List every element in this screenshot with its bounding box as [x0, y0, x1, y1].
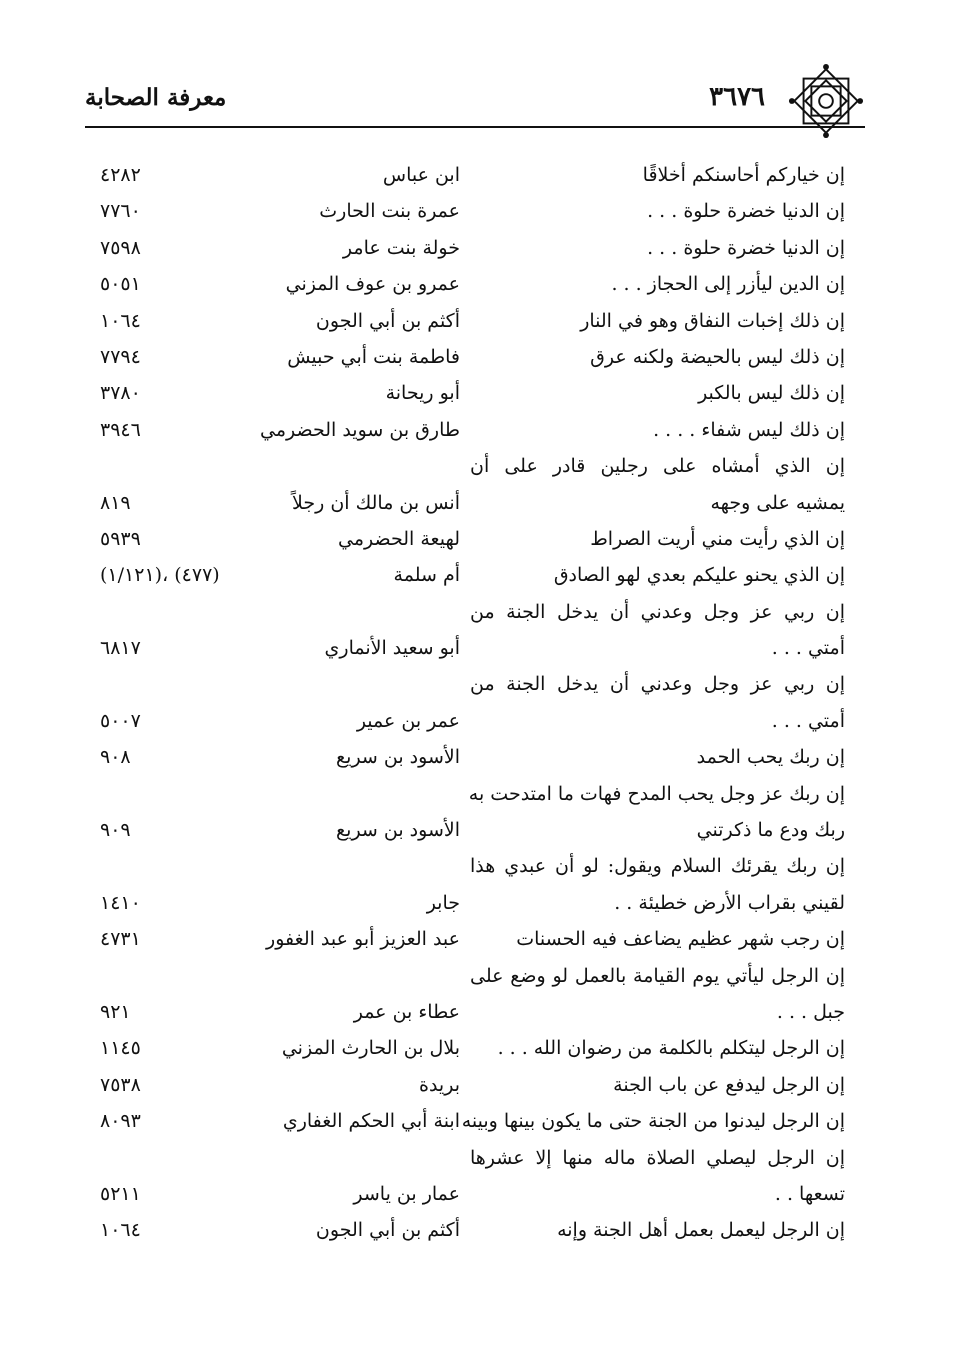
narrator-name: الأسود بن سريع: [336, 819, 460, 842]
reference-number: ٧٥٣٨: [100, 1073, 141, 1096]
reference-number: ٩٢١: [100, 1000, 131, 1023]
index-row: [90, 157, 845, 193]
hadith-phrase: جبل . . .: [776, 1000, 845, 1023]
hadith-phrase: إن الدين ليأزر إلى الحجاز . . .: [611, 273, 845, 296]
narrator-name: بلال بن الحارث المزني: [281, 1037, 460, 1060]
index-row: [90, 303, 845, 339]
reference-number: ٤٧٣١: [100, 928, 141, 951]
reference-number: ٣٩٤٦: [100, 418, 141, 441]
hadith-phrase: إن الرجل ليصلي الصلاة ماله منها إلا عشرها: [470, 1146, 845, 1169]
narrator-name: ابنة أبي الحكم الغفاري: [282, 1110, 460, 1133]
index-row: [90, 994, 845, 1030]
narrator-name: أبو ريحانة: [385, 382, 460, 405]
hadith-phrase: إن ربك عز وجل يحب المدح فهات ما امتدحت به: [468, 782, 845, 805]
index-row: [90, 1212, 845, 1248]
narrator-name: فاطمة بنت أبي حبيش: [287, 345, 460, 368]
reference-number: ٧٥٩٨: [100, 236, 141, 259]
hadith-phrase: إن ربي عز وجل وعدني أن يدخل الجنة من: [470, 600, 845, 623]
reference-number: ٥٢١١: [100, 1182, 141, 1205]
reference-number: ٥٠٥١: [100, 273, 141, 296]
narrator-name: الأسود بن سريع: [336, 746, 460, 769]
index-row: [90, 448, 845, 484]
index-row: [90, 339, 845, 375]
narrator-name: خولة بنت عامر: [342, 236, 460, 259]
index-row: [90, 703, 845, 739]
index-row: [90, 193, 845, 229]
index-row: [90, 230, 845, 266]
index-row: [90, 375, 845, 411]
index-row: [90, 812, 845, 848]
hadith-phrase: أمتي . . .: [771, 709, 845, 732]
reference-number: ٩٠٨: [100, 746, 131, 769]
hadith-phrase: إن ربي عز وجل وعدني أن يدخل الجنة من: [470, 673, 845, 696]
hadith-phrase: إن الدنيا خضرة حلوة . . .: [647, 236, 845, 259]
reference-number: ٧٧٦٠: [100, 200, 141, 223]
hadith-phrase: ربك ودع ما ذكرتني: [696, 819, 845, 842]
narrator-name: عمرة بنت الحارث: [319, 200, 460, 223]
narrator-name: عبد العزيز أبو عبد الغفور: [266, 928, 460, 951]
narrator-name: أكثم بن أبي الجون: [315, 1219, 460, 1242]
index-row: [90, 1067, 845, 1103]
hadith-phrase: يمشيه على وجهه: [710, 491, 845, 514]
index-row: [90, 1140, 845, 1176]
page-number: ٣٦٧٦: [709, 82, 765, 112]
narrator-name: ابن عباس: [382, 164, 460, 186]
hadith-phrase: لقيني بقراب الأرض خطيئة . .: [614, 891, 845, 914]
narrator-name: بريدة: [419, 1073, 460, 1096]
hadith-phrase: إن الذي أمشاه على رجلين قادر على أن: [470, 455, 845, 478]
hadith-phrase: إن ربك يقرئك السلام ويقول: لو أن عبدي هذا: [470, 855, 845, 878]
index-row: [90, 1103, 845, 1139]
narrator-name: جابر: [426, 891, 460, 914]
narrator-name: أم سلمة: [393, 564, 460, 587]
narrator-name: لهيعة الحضرمي: [338, 527, 460, 550]
reference-number: ١٤١٠: [100, 891, 141, 914]
index-row: [90, 1176, 845, 1212]
narrator-name: عمار بن ياسر: [353, 1182, 460, 1205]
hadith-phrase: إن ذلك ليس بالحيضة ولكنه عرق: [590, 345, 845, 368]
hadith-phrase: إن ربك يحب الحمد: [696, 746, 845, 769]
narrator-name: عمر بن عمير: [356, 709, 460, 732]
index-row: [90, 848, 845, 884]
index-row: [90, 557, 845, 593]
hadith-phrase: إن الرجل ليتكلم بالكلمة من رضوان الله . . .: [497, 1037, 845, 1060]
hadith-phrase: إن الذي يحنو عليكم بعدي لهو الصادق: [553, 564, 845, 587]
hadith-phrase: إن الدنيا خضرة حلوة . . .: [647, 200, 845, 223]
narrator-name: أبو سعيد الأنماري: [324, 637, 460, 660]
hadith-index-list: [90, 157, 845, 1249]
index-row: [90, 921, 845, 957]
index-row: [90, 266, 845, 302]
reference-number: ٩٠٩: [100, 819, 131, 842]
hadith-phrase: إن الرجل ليدنوا من الجنة حتى ما يكون بينها وبينه: [461, 1110, 845, 1133]
index-row: [90, 776, 845, 812]
narrator-name: عطاء بن عمر: [353, 1000, 460, 1023]
page-header: [85, 78, 865, 128]
index-row: [90, 594, 845, 630]
reference-number: ٦٨١٧: [100, 637, 141, 660]
hadith-phrase: إن ذلك إخبات النفاق وهو في النار: [580, 309, 845, 332]
hadith-phrase: إن الرجل ليعمل بعمل أهل الجنة وإنه: [557, 1219, 845, 1242]
hadith-phrase: إن الرجل ليدفع عن باب الجنة: [613, 1073, 845, 1096]
reference-number: (١/١٢١)، (٤٧٧): [100, 564, 220, 587]
hadith-phrase: إن خياركم أحاسنكم أخلاقًا: [642, 164, 845, 186]
index-row: [90, 521, 845, 557]
ornament-icon: [787, 62, 865, 140]
index-row: [90, 630, 845, 666]
index-row: [90, 885, 845, 921]
narrator-name: طارق بن سويد الحضرمي: [259, 418, 460, 441]
reference-number: ١٠٦٤: [100, 1219, 141, 1242]
hadith-phrase: إن رجب شهر عظيم يضاعف فيه الحسنات: [516, 928, 845, 951]
hadith-phrase: إن ذلك ليس شفاء . . . .: [653, 418, 845, 441]
index-row: [90, 666, 845, 702]
narrator-name: أنس بن مالك أن رجلاً: [292, 491, 460, 514]
reference-number: ١١٤٥: [100, 1037, 141, 1060]
hadith-phrase: إن الذي رأيت مني أريت الصراط: [590, 527, 845, 550]
hadith-phrase: إن الرجل ليأتي يوم القيامة بالعمل لو وضع على: [470, 964, 845, 987]
hadith-phrase: تسعها . .: [774, 1182, 845, 1205]
narrator-name: أكثم بن أبي الجون: [315, 309, 460, 332]
hadith-phrase: إن ذلك ليس بالكبر: [698, 382, 845, 405]
index-row: [90, 739, 845, 775]
reference-number: ٨١٩: [100, 491, 131, 514]
narrator-name: عمرو بن عوف المزني: [285, 273, 460, 296]
reference-number: ٥٠٠٧: [100, 709, 141, 732]
reference-number: ١٠٦٤: [100, 309, 141, 332]
reference-number: ٧٧٩٤: [100, 345, 141, 368]
reference-number: ٤٢٨٢: [100, 164, 141, 186]
reference-number: ٣٧٨٠: [100, 382, 141, 405]
index-row: [90, 485, 845, 521]
index-row: [90, 1030, 845, 1066]
book-title: معرفة الصحابة: [85, 84, 227, 111]
reference-number: ٨٠٩٣: [100, 1110, 141, 1133]
index-row: [90, 412, 845, 448]
reference-number: ٥٩٣٩: [100, 527, 141, 550]
index-row: [90, 958, 845, 994]
hadith-phrase: أمتي . . .: [771, 637, 845, 660]
